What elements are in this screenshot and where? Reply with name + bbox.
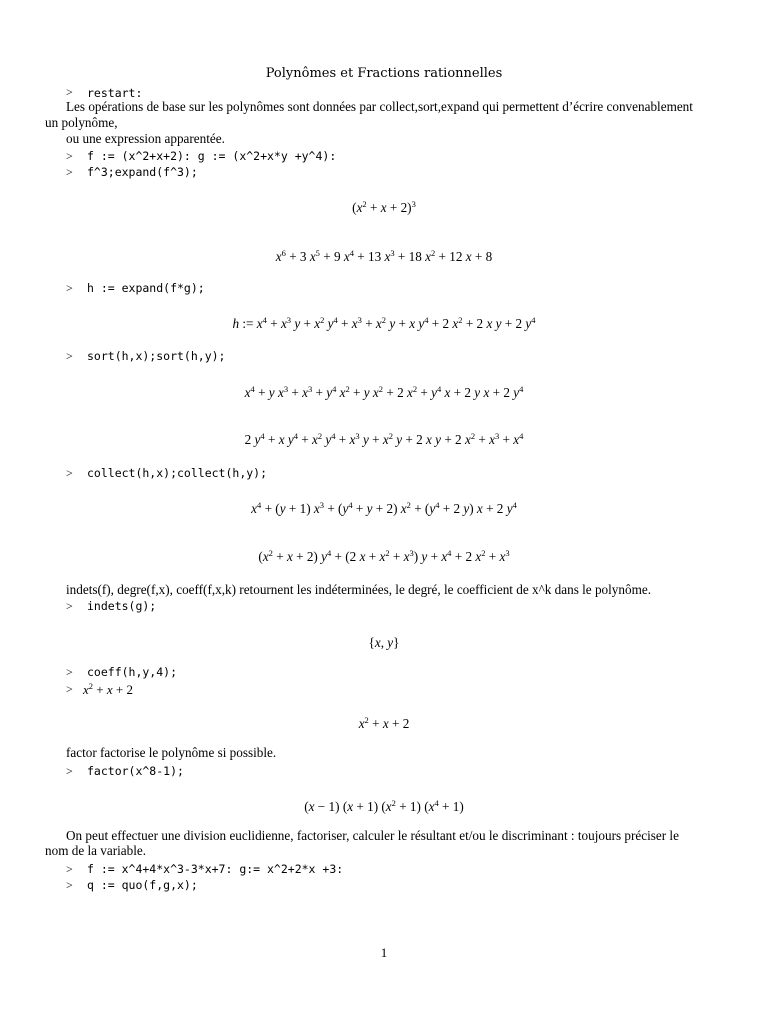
result-coeff: $x^2 + x + 2$: [358, 715, 410, 731]
intro-text-line3: ou une expression apparentée.: [66, 131, 225, 146]
result-sort-y: 2 $y^4 + x$ $y^4 + x^2$ $y^4 + x^3$ $y + x^2$ y + 2 x y + 2 $x^2 + x^3 + x^4$: [244, 431, 524, 447]
division-text-line1: On peut effectuer une division euclidienne, factoriser, calculer le résultant et/ou le discriminant : toujours préciser le: [66, 828, 679, 843]
command-cube: f^3;expand(f^3);: [87, 165, 198, 179]
prompt-symbol: >: [66, 599, 73, 613]
prompt-symbol: >: [66, 349, 73, 363]
result-indets: {x, y}: [368, 635, 400, 650]
page-number: 1: [380, 945, 388, 960]
command-coeff: coeff(h,y,4);: [87, 665, 178, 679]
command-define-fg2: f := x^4+4*x^3-3*x+7: g:= x^2+2*x +3:: [87, 862, 344, 876]
result-h-expanded: h := $x^4 + x^3$ $y + x^2$ $y^4 + x^3 + x^2$ y + x $y^4 + 2$ $x^2 + 2$ x y + 2 $y^4$: [232, 315, 536, 331]
prompt-symbol: >: [66, 665, 73, 679]
prompt-symbol: >: [66, 466, 73, 480]
result-collect-y: $(x^2 + x + 2) y^4 + (2$ $x + x^2 + x^3$) $y + x^4 + 2$ $x^2 + x^3$: [258, 548, 510, 564]
prompt-symbol: >: [66, 281, 73, 295]
intro-text-line1: Les opérations de base sur les polynômes sont données par collect,sort,expand qui permettent d’écrire convenablement: [66, 99, 693, 114]
command-restart: restart:: [87, 86, 143, 100]
division-text-line2: nom de la variable.: [45, 843, 147, 858]
prompt-symbol: >: [66, 85, 73, 99]
result-sort-x: $x^4 + y$ $x^3 + x^3 + y^4$ $x^2 + y$ $x^2 + 2$ $x^2 + y^4$ x + 2 y x + 2 $y^4$: [244, 384, 524, 400]
result-factor: (x − 1) (x + 1) $(x^2 + 1) (x^4 + 1)$: [304, 798, 464, 814]
page-title: Polynômes et Fractions rationnelles: [265, 66, 503, 81]
command-collect: collect(h,x);collect(h,y);: [87, 466, 268, 480]
command-indets: indets(g);: [87, 599, 157, 613]
command-sort: sort(h,x);sort(h,y);: [87, 349, 226, 363]
prompt-symbol: >: [66, 165, 73, 179]
echo-input-math: $x^2 + x + 2$: [83, 681, 133, 697]
command-define-fg: f := (x^2+x+2): g := (x^2+x*y +y^4):: [87, 149, 337, 163]
indets-description: indets(f), degre(f,x), coeff(f,x,k) retournent les indéterminées, le degré, le coefficient de x^k dans le polynôme.: [66, 582, 651, 597]
command-quo: q := quo(f,g,x);: [87, 878, 198, 892]
prompt-symbol: >: [66, 862, 73, 876]
result-f-cubed-expanded: $x^6 + 3$ $x^5 + 9$ $x^4 + 13$ $x^3 + 18$ $x^2 + 12$ x + 8: [275, 248, 493, 264]
command-expand-h: h := expand(f*g);: [87, 281, 205, 295]
intro-text-line2: un polynôme,: [45, 115, 118, 130]
result-collect-x: $x^4 + (y + 1) x^3 + (y^4 + y + 2) x^2 + (y^4 + 2$ y) x + 2 $y^4$: [251, 500, 517, 516]
prompt-symbol: >: [66, 149, 73, 163]
command-factor: factor(x^8-1);: [87, 764, 184, 778]
factor-description: factor factorise le polynôme si possible.: [66, 745, 277, 760]
prompt-symbol: >: [66, 764, 73, 778]
result-f-cubed: $(x^2 + x + 2)^3$: [352, 199, 416, 215]
prompt-symbol: >: [66, 682, 73, 696]
prompt-symbol: >: [66, 878, 73, 892]
